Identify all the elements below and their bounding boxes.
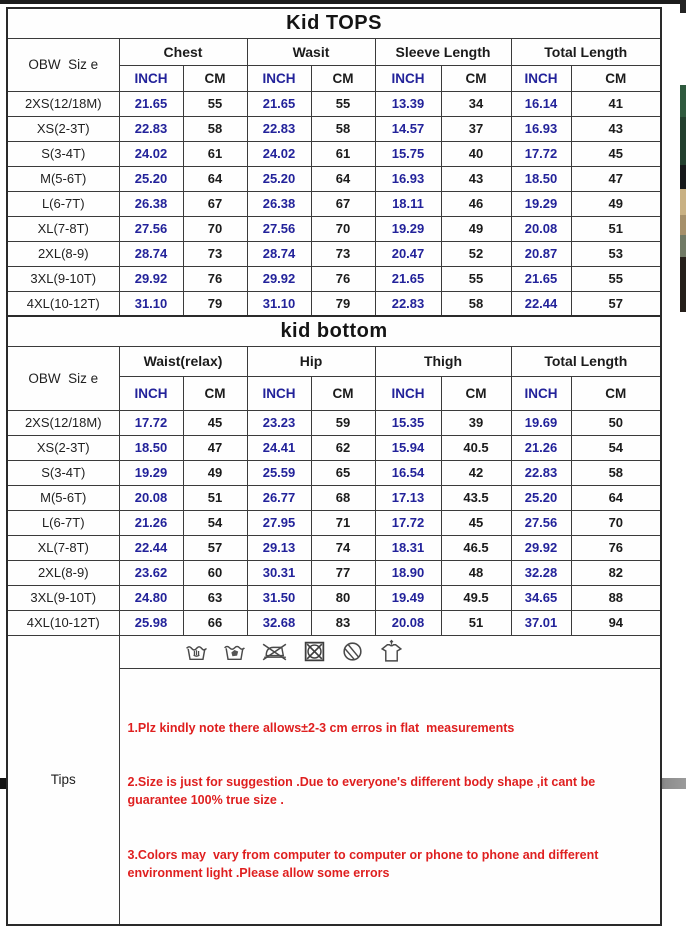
inch-value: 20.08 — [119, 485, 183, 510]
inch-value: 20.08 — [375, 610, 441, 635]
cm-value: 49 — [183, 460, 247, 485]
inch-value: 19.49 — [375, 585, 441, 610]
size-label: 2XL(8-9) — [7, 241, 119, 266]
size-label: S(3-4T) — [7, 141, 119, 166]
cm-value: 42 — [441, 460, 511, 485]
cm-unit-header: CM — [183, 65, 247, 91]
inch-value: 25.20 — [511, 485, 571, 510]
cm-value: 63 — [183, 585, 247, 610]
inch-value: 16.93 — [511, 116, 571, 141]
thigh-header: Thigh — [375, 346, 511, 376]
cm-value: 50 — [571, 410, 661, 435]
inch-value: 24.80 — [119, 585, 183, 610]
inch-value: 25.59 — [247, 460, 311, 485]
size-row — [7, 460, 661, 485]
cm-value: 82 — [571, 560, 661, 585]
size-label: 3XL(9-10T) — [7, 585, 119, 610]
cm-value: 59 — [311, 410, 375, 435]
total-length-header: Total Length — [511, 346, 661, 376]
size-row — [7, 535, 661, 560]
size-label: 2XS(12/18M) — [7, 410, 119, 435]
kid-tops-body — [7, 91, 661, 316]
cm-value: 51 — [571, 216, 661, 241]
cm-value: 47 — [571, 166, 661, 191]
inch-value: 16.54 — [375, 460, 441, 485]
inch-value: 22.83 — [247, 116, 311, 141]
size-label: M(5-6T) — [7, 166, 119, 191]
cm-value: 58 — [441, 291, 511, 316]
inch-value: 17.72 — [119, 410, 183, 435]
photo-sliver-top — [680, 0, 686, 13]
inch-value: 25.98 — [119, 610, 183, 635]
total-length-header: Total Length — [511, 38, 661, 65]
cm-value: 79 — [183, 291, 247, 316]
size-label: XS(2-3T) — [7, 116, 119, 141]
photo-sliver-block — [680, 189, 686, 215]
hip-header: Hip — [247, 346, 375, 376]
inch-value: 37.01 — [511, 610, 571, 635]
photo-sliver-block — [680, 215, 686, 235]
cm-value: 45 — [571, 141, 661, 166]
size-row — [7, 435, 661, 460]
cm-value: 49.5 — [441, 585, 511, 610]
size-row — [7, 266, 661, 291]
cm-value: 47 — [183, 435, 247, 460]
tip-note-2: 2.Size is just for suggestion .Due to everyone's different body shape ,it cant be guarantee 100% true size . — [127, 775, 599, 808]
cm-value: 43 — [441, 166, 511, 191]
cm-value: 48 — [441, 560, 511, 585]
sleeve-length-header: Sleeve Length — [375, 38, 511, 65]
inch-value: 18.50 — [119, 435, 183, 460]
inch-unit-header: INCH — [247, 376, 311, 410]
inch-value: 17.13 — [375, 485, 441, 510]
cm-value: 74 — [311, 535, 375, 560]
cm-value: 51 — [183, 485, 247, 510]
inch-value: 19.69 — [511, 410, 571, 435]
cm-unit-header: CM — [311, 65, 375, 91]
size-row — [7, 510, 661, 535]
inch-unit-header: INCH — [119, 65, 183, 91]
top-border-bar — [0, 0, 686, 4]
inch-value: 24.02 — [119, 141, 183, 166]
cm-value: 70 — [311, 216, 375, 241]
inch-value: 21.26 — [511, 435, 571, 460]
size-label: 4XL(10-12T) — [7, 291, 119, 316]
inch-value: 20.08 — [511, 216, 571, 241]
size-row — [7, 560, 661, 585]
inch-value: 22.83 — [375, 291, 441, 316]
inch-unit-header: INCH — [247, 65, 311, 91]
cm-value: 43.5 — [441, 485, 511, 510]
inch-value: 24.41 — [247, 435, 311, 460]
inch-value: 32.28 — [511, 560, 571, 585]
photo-sliver-block — [680, 85, 686, 117]
size-row — [7, 410, 661, 435]
inch-unit-header: INCH — [375, 65, 441, 91]
inch-value: 28.74 — [247, 241, 311, 266]
cm-value: 70 — [183, 216, 247, 241]
inch-value: 26.38 — [247, 191, 311, 216]
cm-value: 60 — [183, 560, 247, 585]
inch-value: 27.95 — [247, 510, 311, 535]
cm-value: 46.5 — [441, 535, 511, 560]
inch-value: 26.77 — [247, 485, 311, 510]
cm-value: 53 — [571, 241, 661, 266]
cm-value: 58 — [183, 116, 247, 141]
group-header-row — [7, 38, 661, 65]
size-chart-sheet — [6, 7, 660, 926]
cm-value: 45 — [183, 410, 247, 435]
cm-value: 73 — [311, 241, 375, 266]
inch-value: 21.26 — [119, 510, 183, 535]
cm-value: 79 — [311, 291, 375, 316]
cm-value: 64 — [571, 485, 661, 510]
size-label: 2XS(12/18M) — [7, 91, 119, 116]
drip-dry-shirt-icon — [378, 639, 405, 664]
cm-value: 76 — [311, 266, 375, 291]
wash-tub-icon — [222, 639, 247, 664]
inch-value: 21.65 — [375, 266, 441, 291]
cm-value: 64 — [311, 166, 375, 191]
cm-value: 40 — [441, 141, 511, 166]
inch-value: 28.74 — [119, 241, 183, 266]
inch-unit-header: INCH — [511, 65, 571, 91]
group-header-row — [7, 346, 661, 376]
inch-value: 27.56 — [511, 510, 571, 535]
cm-value: 39 — [441, 410, 511, 435]
cm-value: 57 — [571, 291, 661, 316]
size-column-header: OBW Siz e — [7, 346, 119, 410]
inch-value: 22.83 — [119, 116, 183, 141]
cm-value: 40.5 — [441, 435, 511, 460]
size-row — [7, 216, 661, 241]
cm-unit-header: CM — [311, 376, 375, 410]
cm-unit-header: CM — [571, 376, 661, 410]
cm-value: 55 — [571, 266, 661, 291]
size-label: M(5-6T) — [7, 485, 119, 510]
size-row — [7, 91, 661, 116]
inch-value: 15.94 — [375, 435, 441, 460]
inch-unit-header: INCH — [119, 376, 183, 410]
inch-value: 32.68 — [247, 610, 311, 635]
cm-value: 67 — [183, 191, 247, 216]
cm-value: 83 — [311, 610, 375, 635]
cm-value: 62 — [311, 435, 375, 460]
cm-value: 88 — [571, 585, 661, 610]
tip-note-1: 1.Plz kindly note there allows±2-3 cm erros in flat measurements — [127, 720, 515, 735]
inch-value: 25.20 — [247, 166, 311, 191]
size-column-header: OBW Siz e — [7, 38, 119, 91]
inch-value: 31.10 — [119, 291, 183, 316]
cm-value: 34 — [441, 91, 511, 116]
cm-unit-header: CM — [571, 65, 661, 91]
inch-value: 25.20 — [119, 166, 183, 191]
inch-value: 23.62 — [119, 560, 183, 585]
inch-value: 17.72 — [511, 141, 571, 166]
photo-sliver-block — [680, 165, 686, 189]
cm-value: 68 — [311, 485, 375, 510]
cm-value: 71 — [311, 510, 375, 535]
inch-value: 29.92 — [119, 266, 183, 291]
inch-value: 18.11 — [375, 191, 441, 216]
cm-value: 55 — [183, 91, 247, 116]
cm-value: 49 — [571, 191, 661, 216]
inch-value: 19.29 — [375, 216, 441, 241]
tips-label: Tips — [7, 635, 119, 925]
tips-section — [7, 635, 661, 925]
cm-value: 65 — [311, 460, 375, 485]
inch-value: 19.29 — [511, 191, 571, 216]
cm-value: 52 — [441, 241, 511, 266]
size-row — [7, 241, 661, 266]
cm-value: 61 — [311, 141, 375, 166]
cm-value: 61 — [183, 141, 247, 166]
no-iron-icon — [260, 639, 289, 664]
size-label: 4XL(10-12T) — [7, 610, 119, 635]
inch-value: 13.39 — [375, 91, 441, 116]
cm-value: 67 — [311, 191, 375, 216]
cm-value: 70 — [571, 510, 661, 535]
kid-tops-title: Kid TOPS — [7, 8, 661, 38]
kid-bottom-body — [7, 410, 661, 635]
no-tumble-dry-icon — [302, 639, 327, 664]
inch-value: 24.02 — [247, 141, 311, 166]
tips-notes — [120, 669, 661, 925]
care-icons-row — [120, 636, 661, 669]
inch-value: 29.92 — [511, 535, 571, 560]
inch-value: 20.87 — [511, 241, 571, 266]
inch-value: 26.38 — [119, 191, 183, 216]
size-label: XL(7-8T) — [7, 535, 119, 560]
table-title-row — [7, 316, 661, 346]
photo-sliver-block — [680, 117, 686, 165]
photo-sliver-block — [680, 235, 686, 257]
inch-value: 21.65 — [119, 91, 183, 116]
cm-value: 41 — [571, 91, 661, 116]
inch-value: 14.57 — [375, 116, 441, 141]
size-label: XL(7-8T) — [7, 216, 119, 241]
cm-value: 43 — [571, 116, 661, 141]
size-row — [7, 166, 661, 191]
size-row — [7, 610, 661, 635]
cm-unit-header: CM — [183, 376, 247, 410]
inch-value: 27.56 — [247, 216, 311, 241]
cm-unit-header: CM — [441, 376, 511, 410]
size-row — [7, 141, 661, 166]
kid-bottom-table — [6, 315, 662, 926]
cm-value: 49 — [441, 216, 511, 241]
inch-value: 22.44 — [119, 535, 183, 560]
inch-value: 23.23 — [247, 410, 311, 435]
cm-value: 58 — [571, 460, 661, 485]
inch-value: 18.50 — [511, 166, 571, 191]
inch-value: 31.50 — [247, 585, 311, 610]
inch-value: 17.72 — [375, 510, 441, 535]
cm-unit-header: CM — [441, 65, 511, 91]
inch-value: 27.56 — [119, 216, 183, 241]
kid-tops-table — [6, 7, 662, 317]
inch-value: 21.65 — [247, 91, 311, 116]
cm-value: 66 — [183, 610, 247, 635]
cm-value: 54 — [571, 435, 661, 460]
cm-value: 45 — [441, 510, 511, 535]
tip-note-3: 3.Colors may vary from computer to computer or phone to phone and different environment light .Please allow some errors — [127, 847, 602, 880]
cm-value: 46 — [441, 191, 511, 216]
waist-header: Wasit — [247, 38, 375, 65]
cm-value: 80 — [311, 585, 375, 610]
cm-value: 77 — [311, 560, 375, 585]
cm-value: 51 — [441, 610, 511, 635]
size-row — [7, 485, 661, 510]
tips-row — [7, 635, 661, 925]
cm-value: 58 — [311, 116, 375, 141]
inch-value: 19.29 — [119, 460, 183, 485]
cm-value: 37 — [441, 116, 511, 141]
inch-value: 22.44 — [511, 291, 571, 316]
tips-content — [119, 635, 661, 925]
inch-value: 22.83 — [511, 460, 571, 485]
inch-value: 29.13 — [247, 535, 311, 560]
size-label: 3XL(9-10T) — [7, 266, 119, 291]
size-row — [7, 116, 661, 141]
cm-value: 73 — [183, 241, 247, 266]
cm-value: 54 — [183, 510, 247, 535]
inch-value: 21.65 — [511, 266, 571, 291]
size-row — [7, 585, 661, 610]
inch-unit-header: INCH — [375, 376, 441, 410]
cm-value: 55 — [441, 266, 511, 291]
table-title-row — [7, 8, 661, 38]
inch-value: 15.35 — [375, 410, 441, 435]
inch-value: 16.93 — [375, 166, 441, 191]
inch-value: 30.31 — [247, 560, 311, 585]
size-row — [7, 191, 661, 216]
size-label: XS(2-3T) — [7, 435, 119, 460]
inch-value: 31.10 — [247, 291, 311, 316]
photo-sliver-strip — [680, 85, 686, 312]
size-label: S(3-4T) — [7, 460, 119, 485]
size-label: L(6-7T) — [7, 191, 119, 216]
size-label: 2XL(8-9) — [7, 560, 119, 585]
cm-value: 94 — [571, 610, 661, 635]
inch-unit-header: INCH — [511, 376, 571, 410]
chest-header: Chest — [119, 38, 247, 65]
size-row — [7, 291, 661, 316]
cm-value: 64 — [183, 166, 247, 191]
cm-value: 76 — [183, 266, 247, 291]
no-dry-clean-icon — [340, 639, 365, 664]
inch-value: 29.92 — [247, 266, 311, 291]
inch-value: 16.14 — [511, 91, 571, 116]
inch-value: 15.75 — [375, 141, 441, 166]
inch-value: 18.31 — [375, 535, 441, 560]
inch-value: 20.47 — [375, 241, 441, 266]
hand-wash-icon — [184, 639, 209, 664]
waist-relax-header: Waist(relax) — [119, 346, 247, 376]
inch-value: 18.90 — [375, 560, 441, 585]
cm-value: 76 — [571, 535, 661, 560]
cm-value: 55 — [311, 91, 375, 116]
cm-value: 57 — [183, 535, 247, 560]
kid-bottom-title: kid bottom — [7, 316, 661, 346]
photo-sliver-block — [680, 257, 686, 312]
inch-value: 34.65 — [511, 585, 571, 610]
size-label: L(6-7T) — [7, 510, 119, 535]
